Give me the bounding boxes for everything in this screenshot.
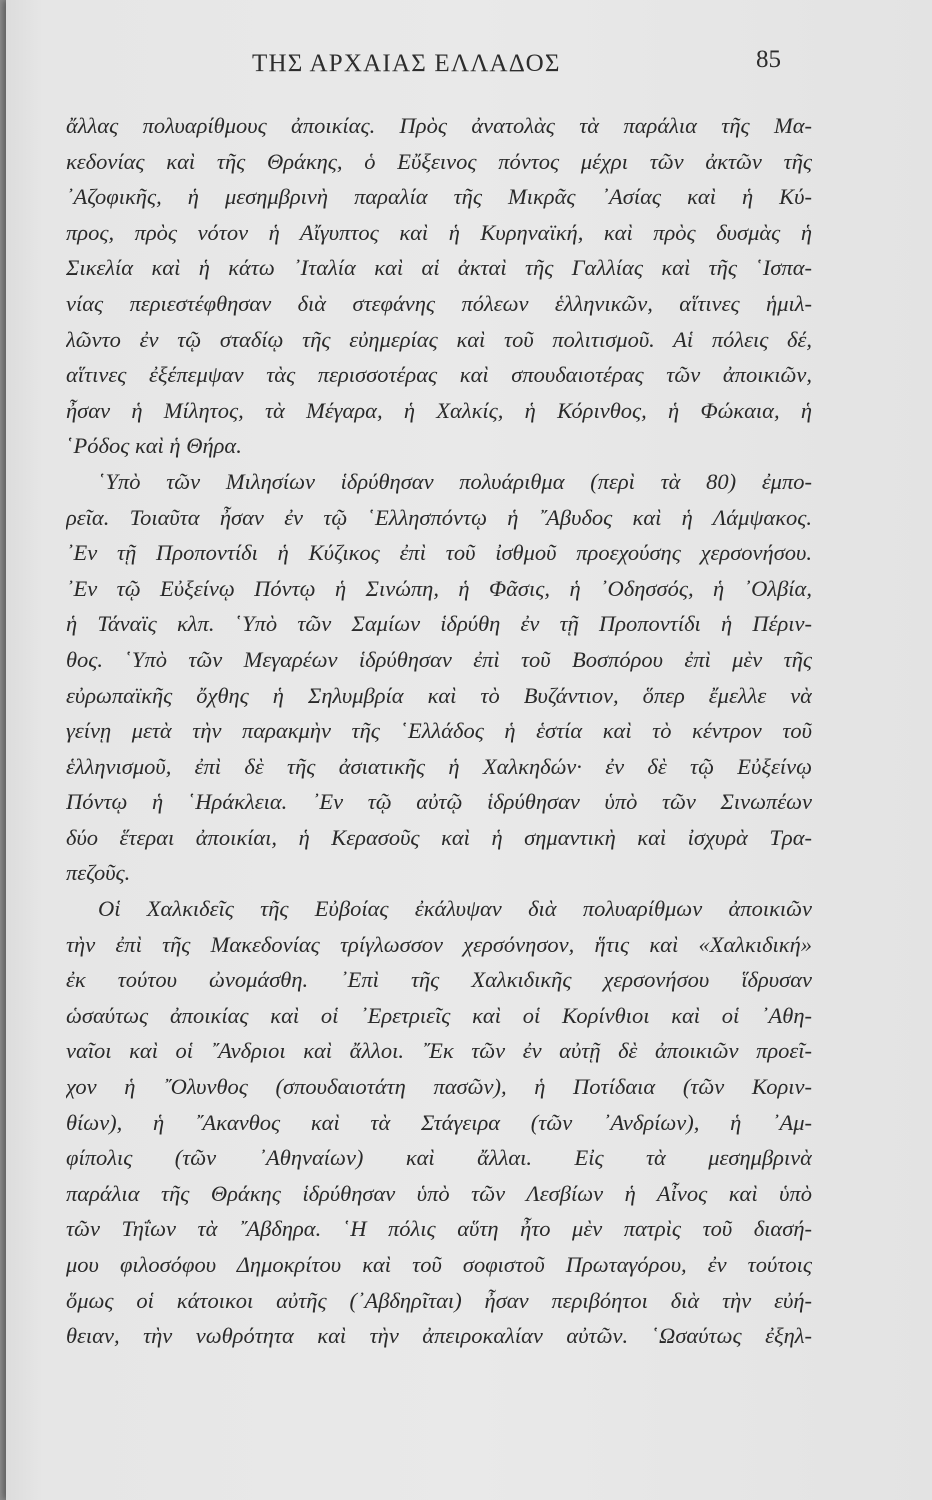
text-line: φίπολις (τῶν ᾿Αθηναίων) καὶ ἄλλαι. Εἰς τὰ μεσημβρινὰ — [66, 1145, 812, 1171]
text-line: ἐκ τούτου ὠνομάσθη. ᾿Επὶ τῆς Χαλκιδικῆς χερσονήσου ἵδρυσαν — [66, 967, 812, 993]
text-line: εὐρωπαϊκῆς ὄχθης ἡ Σηλυμβρία καὶ τὸ Βυζάντιον, ὅπερ ἔμελλε νὰ — [66, 682, 812, 708]
text-line: Σικελία καὶ ἡ κάτω ᾿Ιταλία καὶ αἱ ἀκταὶ τῆς Γαλλίας καὶ τῆς ῾Ισπα- — [66, 255, 812, 281]
text-line: δύο ἕτεραι ἀποικίαι, ἡ Κερασοῦς καὶ ἡ σημαντικὴ καὶ ἰσχυρὰ Τρα- — [66, 824, 812, 850]
text-line: θειαν, τὴν νωθρότητα καὶ τὴν ἀπειροκαλίαν αὐτῶν. ῾Ωσαύτως ἐξηλ- — [66, 1323, 812, 1349]
text-line: ᾿Αζοφικῆς, ἡ μεσημβρινὴ παραλία τῆς Μικρᾶς ᾿Ασίας καὶ ἡ Κύ- — [66, 184, 812, 210]
text-line: Οἱ Χαλκιδεῖς τῆς Εὐβοίας ἐκάλυψαν διὰ πολυαρίθμων ἀποικιῶν — [98, 896, 812, 922]
text-line: λῶντο ἐν τῷ σταδίῳ τῆς εὐημερίας καὶ τοῦ πολιτισμοῦ. Αἱ πόλεις δέ, — [66, 326, 812, 352]
text-line: ὡσαύτως ἀποικίας καὶ οἱ ᾿Ερετριεῖς καὶ οἱ Κορίνθιοι καὶ οἱ ᾿Αθη- — [66, 1002, 812, 1028]
text-line: χον ἡ ῎Ολυνθος (σπουδαιοτάτη πασῶν), ἡ Ποτίδαια (τῶν Κοριν- — [66, 1074, 812, 1100]
text-line: ὅμως οἱ κάτοικοι αὐτῆς (᾿Αβδηρῖται) ἦσαν περιβόητοι διὰ τὴν εὐή- — [66, 1287, 812, 1313]
text-line: ἡ Τάναϊς κλπ. ῾Υπὸ τῶν Σαμίων ἱδρύθη ἐν τῇ Προποντίδι ἡ Πέριν- — [66, 611, 812, 637]
text-line: μου φιλοσόφου Δημοκρίτου καὶ τοῦ σοφιστοῦ Πρωταγόρου, ἐν τούτοις — [66, 1252, 812, 1277]
text-line: ἄλλας πολυαρίθμους ἀποικίας. Πρὸς ἀνατολὰς τὰ παράλια τῆς Μα- — [66, 113, 812, 138]
text-line: θος. ῾Υπὸ τῶν Μεγαρέων ἱδρύθησαν ἐπὶ τοῦ Βοσπόρου ἐπὶ μὲν τῆς — [66, 646, 812, 672]
book-page — [6, 0, 932, 1500]
page-number: 85 — [756, 46, 781, 73]
text-line: κεδονίας καὶ τῆς Θράκης, ὁ Εὔξεινος πόντος μέχρι τῶν ἀκτῶν τῆς — [66, 148, 812, 174]
text-line: τὴν ἐπὶ τῆς Μακεδονίας τρίγλωσσον χερσόνησον, ἥτις καὶ «Χαλκιδική» — [66, 931, 812, 957]
text-line: τῶν Τηΐων τὰ ῎Αβδηρα. ῾Η πόλις αὕτη ἦτο μὲν πατρὶς τοῦ διασή- — [66, 1216, 812, 1242]
text-line: Πόντῳ ἡ ῾Ηράκλεια. ᾿Εν τῷ αὐτῷ ἱδρύθησαν ὑπὸ τῶν Σινωπέων — [66, 789, 812, 815]
text-line: θίων), ἡ ῎Ακανθος καὶ τὰ Στάγειρα (τῶν ᾿Ανδρίων), ἡ ᾿Αμ- — [66, 1109, 812, 1135]
text-line: γείνῃ μετὰ τὴν παρακμὴν τῆς ῾Ελλάδος ἡ ἑστία καὶ τὸ κέντρον τοῦ — [66, 718, 812, 744]
text-line: παράλια τῆς Θράκης ἱδρύθησαν ὑπὸ τῶν Λεσβίων ἡ Αἶνος καὶ ὑπὸ — [66, 1180, 812, 1206]
text-line: ἑλληνισμοῦ, ἐπὶ δὲ τῆς ἀσιατικῆς ἡ Χαλκηδών· ἐν δὲ τῷ Εὐξείνῳ — [66, 753, 812, 779]
text-line: νίας περιεστέφθησαν διὰ στεφάνης πόλεων ἑλληνικῶν, αἵτινες ἡμιλ- — [66, 290, 812, 316]
body-text — [66, 108, 812, 1354]
text-line: ᾿Εν τῷ Εὐξείνῳ Πόντῳ ἡ Σινώπη, ἡ Φᾶσις, ἡ ᾿Οδησσός, ἡ ᾿Ολβία, — [66, 575, 812, 601]
text-line: προς, πρὸς νότον ἡ Αἴγυπτος καὶ ἡ Κυρηναϊκή, καὶ πρὸς δυσμὰς ἡ — [66, 219, 812, 245]
text-line: αἵτινες ἐξέπεμψαν τὰς περισσοτέρας καὶ σπουδαιοτέρας τῶν ἀποικιῶν, — [66, 362, 812, 388]
text-line: ρεῖα. Τοιαῦτα ἦσαν ἐν τῷ ῾Ελλησπόντῳ ἡ ῎Αβυδος καὶ ἡ Λάμψακος. — [66, 504, 812, 530]
text-line: ᾿Εν τῇ Προποντίδι ἡ Κύζικος ἐπὶ τοῦ ἰσθμοῦ προεχούσης χερσονήσου. — [66, 540, 812, 566]
text-line: ναῖοι καὶ οἱ ῎Ανδριοι καὶ ἄλλοι. ῎Εκ τῶν ἐν αὐτῇ δὲ ἀποικιῶν προεῖ- — [66, 1038, 812, 1064]
text-line: ἦσαν ἡ Μίλητος, τὰ Μέγαρα, ἡ Χαλκίς, ἡ Κόρινθος, ἡ Φώκαια, ἡ — [66, 397, 812, 423]
running-header — [6, 46, 932, 90]
text-line: ῾Ρόδος καὶ ἡ Θήρα. — [66, 433, 242, 459]
running-title: ΤΗΣ ΑΡΧΑΙΑΣ ΕΛΛΑΔΟΣ — [252, 50, 561, 77]
text-line: πεζοῦς. — [66, 860, 131, 886]
text-line: ῾Υπὸ τῶν Μιλησίων ἱδρύθησαν πολυάριθμα (περὶ τὰ 80) ἐμπο- — [98, 468, 812, 494]
